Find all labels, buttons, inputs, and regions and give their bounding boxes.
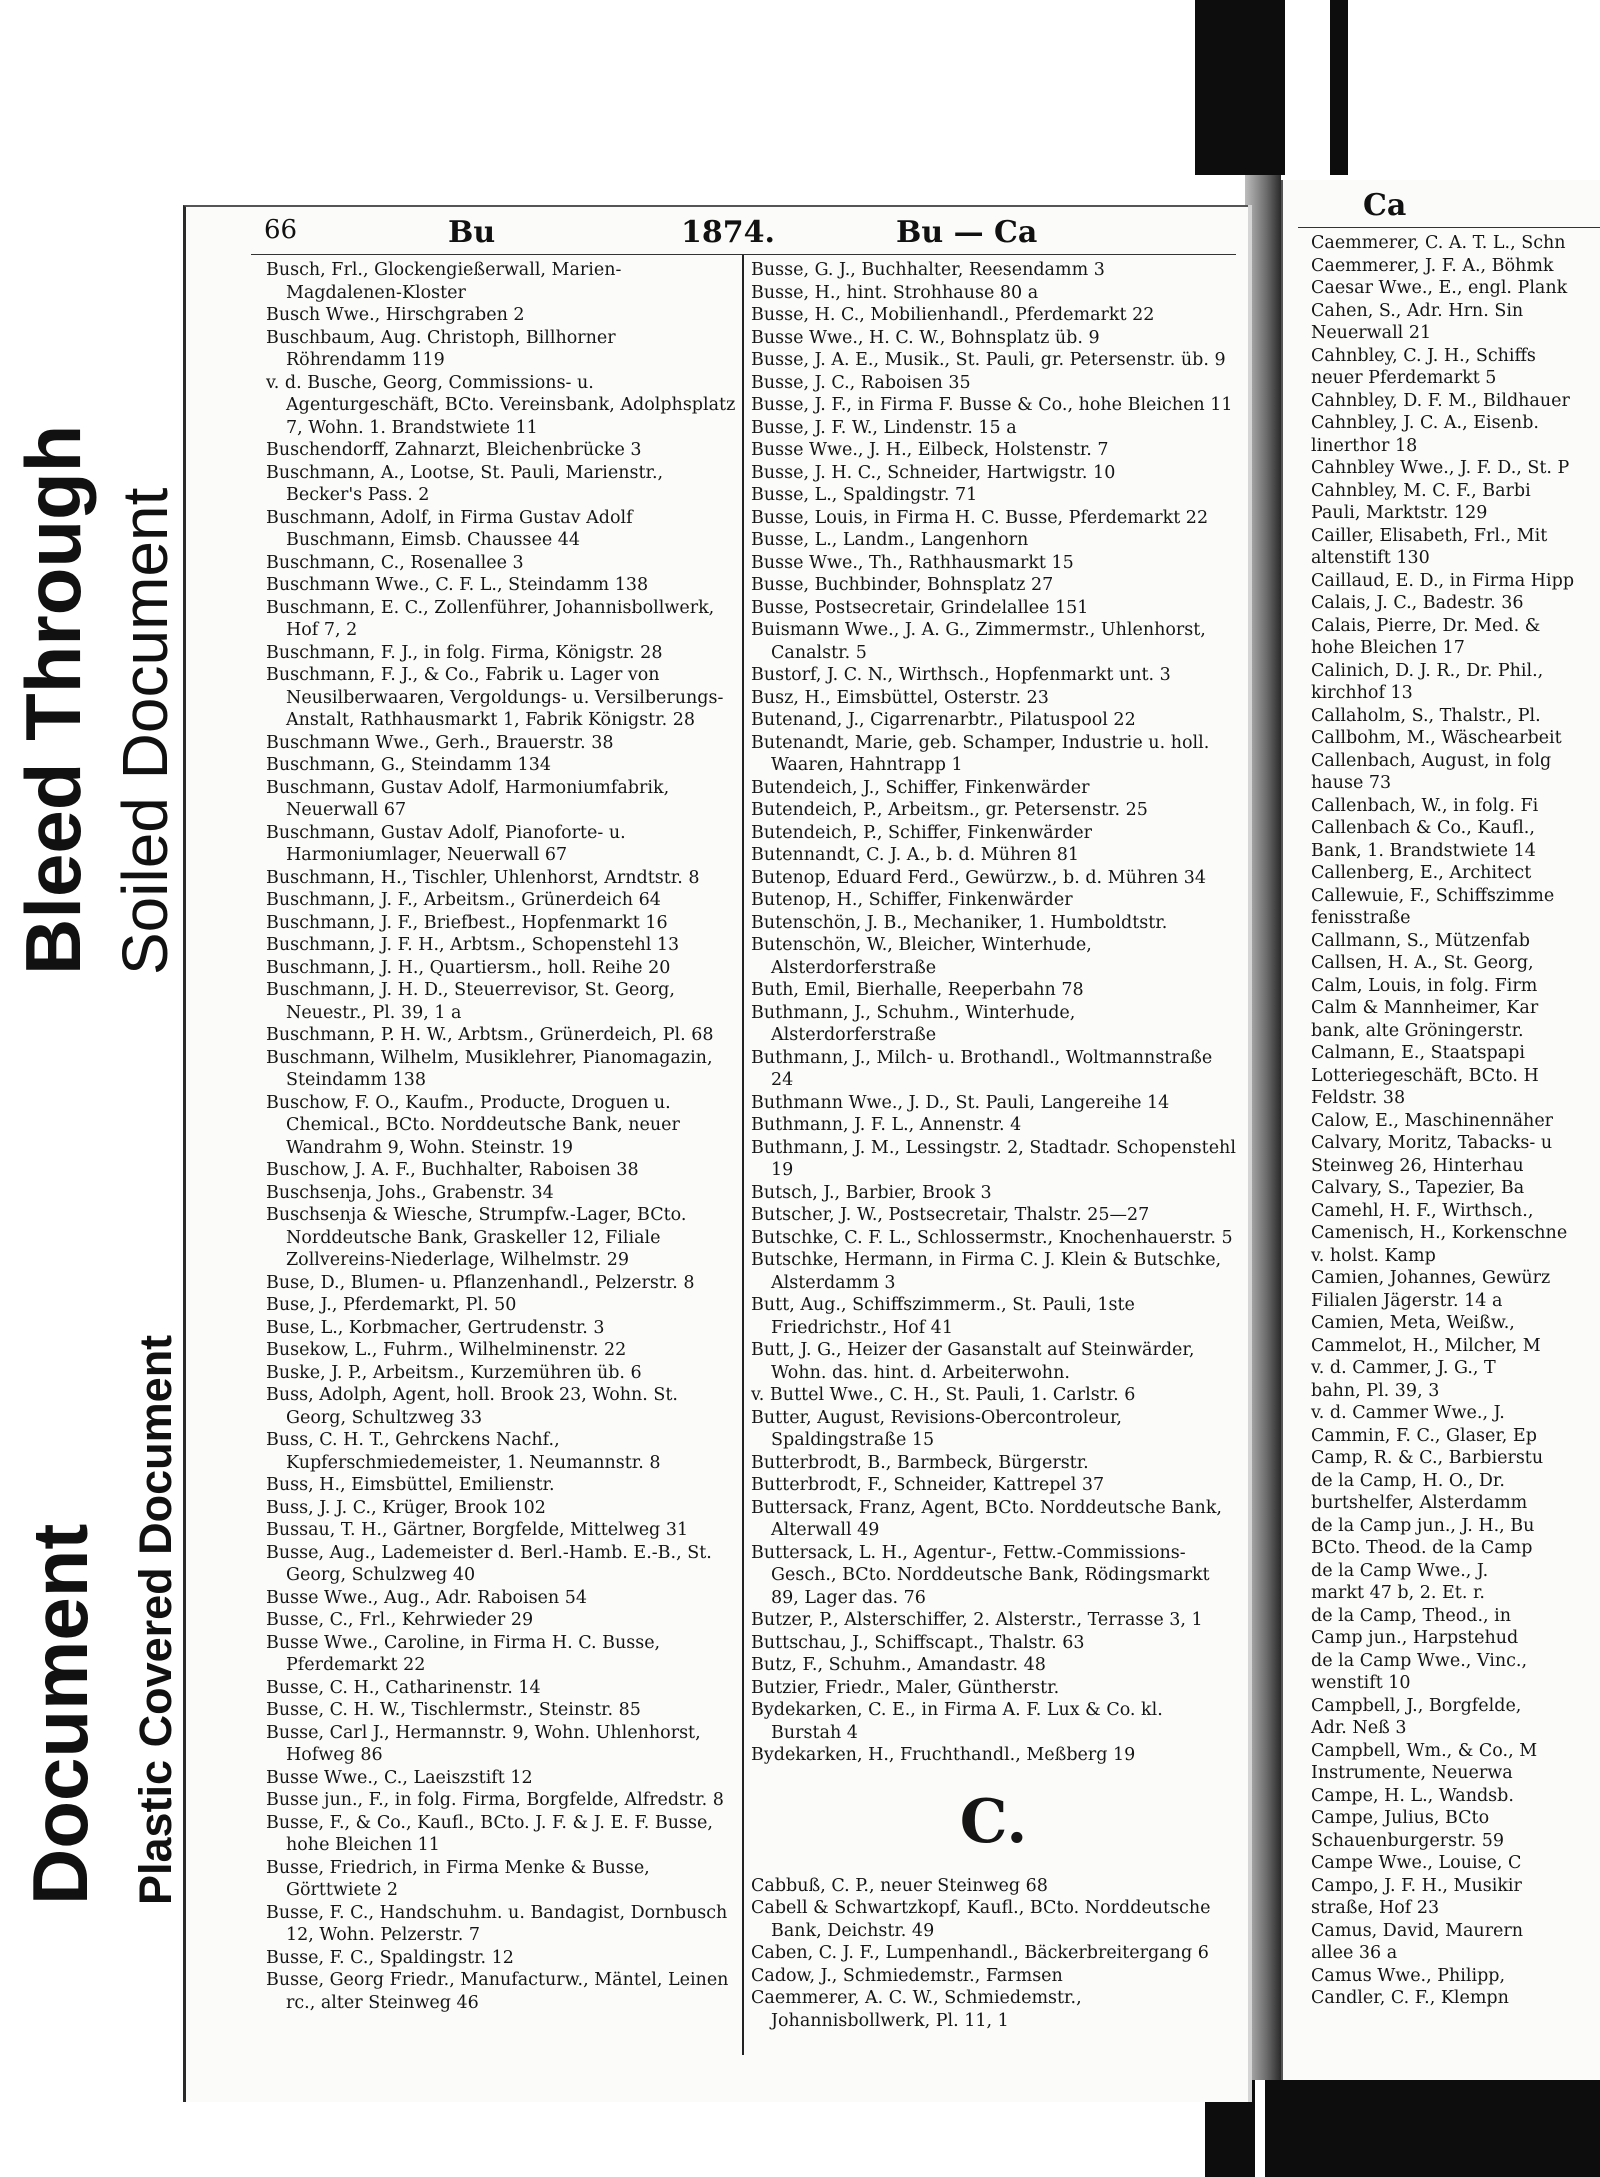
directory-entry: Buthmann, J. M., Lessingstr. 2, Stadtadr. Schopenstehl 19	[751, 1137, 1236, 1180]
column-rule	[742, 255, 744, 2055]
directory-entry: hause 73	[1311, 773, 1392, 793]
directory-entry: Lotteriegeschäft, BCto. H	[1311, 1065, 1539, 1086]
directory-entry: Buthmann Wwe., J. D., St. Pauli, Langereihe 14	[751, 1092, 1170, 1113]
directory-entry: Butt, Aug., Schiffszimmerm., St. Pauli, 1ste Friedrichstr., Hof 41	[751, 1295, 1135, 1338]
directory-entry: altenstift 130	[1311, 548, 1430, 568]
directory-entry: Busse jun., F., in folg. Firma, Borgfelde, Alfredstr. 8	[266, 1790, 724, 1810]
directory-entry: Buschsenja, Johs., Grabenstr. 34	[266, 1182, 554, 1203]
directory-entry: Buismann Wwe., J. A. G., Zimmermstr., Uhlenhorst, Canalstr. 5	[751, 620, 1206, 663]
directory-entry: Callaholm, S., Thalstr., Pl.	[1311, 705, 1541, 726]
right-column-title: Bu — Ca	[896, 215, 1038, 250]
directory-entry: Buschmann Wwe., C. F. L., Steindamm 138	[266, 575, 649, 595]
directory-entry: Campe, Julius, BCto	[1311, 1808, 1490, 1828]
page-year: 1874.	[681, 215, 775, 250]
directory-entry: Calow, E., Maschinennäher	[1311, 1110, 1554, 1131]
directory-entry: Buske, J. P., Arbeitsm., Kurzemühren üb. 6	[266, 1362, 642, 1383]
section-letter-c: C.	[959, 1786, 1028, 1857]
directory-entry: Butenop, Eduard Ferd., Gewürzw., b. d. Mühren 34	[751, 867, 1206, 888]
directory-entry: Campbell, Wm., & Co., M	[1311, 1740, 1538, 1761]
directory-entry: Adr. Neß 3	[1311, 1718, 1407, 1738]
directory-entry: Butsch, J., Barbier, Brook 3	[751, 1182, 992, 1203]
directory-entry: straße, Hof 23	[1311, 1898, 1440, 1918]
next-page-fragment	[1281, 180, 1600, 2080]
left-column-title: Bu	[448, 215, 496, 250]
directory-entry: Buse, J., Pferdemarkt, Pl. 50	[266, 1295, 517, 1315]
directory-entry: Butendeich, P., Arbeitsm., gr. Petersenstr. 25	[751, 800, 1148, 820]
directory-entry: Calais, J. C., Badestr. 36	[1311, 593, 1524, 613]
directory-entry: Busse, Postsecretair, Grindelallee 151	[751, 597, 1089, 618]
directory-entry: Camp jun., Harpstehud	[1311, 1628, 1519, 1648]
directory-entry: Busse, G. J., Buchhalter, Reesendamm 3	[751, 260, 1105, 280]
directory-entry: Butterbrodt, F., Schneider, Kattrepel 37	[751, 1475, 1105, 1495]
directory-entry: Butenschön, J. B., Mechaniker, 1. Humboldtstr.	[751, 912, 1168, 933]
directory-entry: Butenand, J., Cigarrenarbtr., Pilatuspool 22	[751, 710, 1136, 730]
left-column	[266, 259, 736, 2014]
directory-entry: Cahnbley, J. C. A., Eisenb.	[1311, 413, 1539, 433]
directory-entry: Buttersack, L. H., Agentur-, Fettw.-Commissions-Gesch., BCto. Norddeutsche Bank, Rödingsmarkt 89, Lager das. 76	[751, 1542, 1210, 1608]
scanner-clip-bottom	[1265, 2080, 1600, 2177]
directory-entry: Butendeich, J., Schiffer, Finkenwärder	[751, 777, 1090, 798]
directory-entry: Cailler, Elisabeth, Frl., Mit	[1311, 525, 1548, 546]
directory-entry: v. d. Cammer, J. G., T	[1311, 1358, 1496, 1378]
directory-entry: kirchhof 13	[1311, 683, 1413, 703]
directory-entry: Busse, J. F., in Firma F. Busse & Co., hohe Bleichen 11	[751, 395, 1233, 415]
directory-entry: Buschmann, J. H. D., Steuerrevisor, St. Georg, Neuestr., Pl. 39, 1 a	[266, 980, 675, 1023]
directory-entry: Busse, C., Frl., Kehrwieder 29	[266, 1610, 534, 1630]
directory-entry: de la Camp, H. O., Dr.	[1311, 1470, 1505, 1491]
directory-entry: Busse, Louis, in Firma H. C. Busse, Pferdemarkt 22	[751, 507, 1209, 528]
directory-entry: Butenandt, Marie, geb. Schamper, Industrie u. holl. Waaren, Hahntrapp 1	[751, 732, 1210, 775]
directory-entry: Buschmann, J. F. H., Arbtsm., Schopenstehl 13	[266, 935, 680, 955]
directory-entry: Calinich, D. J. R., Dr. Phil.,	[1311, 660, 1544, 681]
directory-entry: Cabbuß, C. P., neuer Steinweg 68	[751, 1875, 1048, 1896]
directory-entry: Butzer, P., Alsterschiffer, 2. Alsterstr., Terrasse 3, 1	[751, 1610, 1203, 1630]
directory-entry: Busse, J. H. C., Schneider, Hartwigstr. 10	[751, 462, 1116, 483]
directory-entry: Buschmann, A., Lootse, St. Pauli, Marienstr., Becker's Pass. 2	[266, 462, 664, 505]
directory-entry: Busse, Carl J., Hermannstr. 9, Wohn. Uhlenhorst, Hofweg 86	[266, 1722, 701, 1765]
directory-entry: Caemmerer, C. A. T. L., Schn	[1311, 233, 1566, 253]
directory-entry: Busch, Frl., Glockengießerwall, Marien-Magdalenen-Kloster	[266, 260, 622, 303]
directory-entry: Butendeich, P., Schiffer, Finkenwärder	[751, 822, 1093, 843]
directory-entry: Busekow, L., Fuhrm., Wilhelminenstr. 22	[266, 1340, 627, 1360]
directory-entry: Buthmann, J., Schuhm., Winterhude, Alsterdorferstraße	[751, 1002, 1076, 1045]
directory-entry: Caillaud, E. D., in Firma Hipp	[1311, 570, 1575, 591]
right-column	[751, 259, 1236, 2032]
directory-entry: Buss, Adolph, Agent, holl. Brook 23, Wohn. St. Georg, Schultzweg 33	[266, 1385, 678, 1428]
directory-entry: Camien, Meta, Weißw.,	[1311, 1313, 1515, 1333]
directory-entry: Camus Wwe., Philipp,	[1311, 1965, 1506, 1986]
directory-entry: Feldstr. 38	[1311, 1088, 1406, 1108]
directory-entry: Callmann, S., Mützenfab	[1311, 930, 1530, 951]
directory-entry: Cahnbley, M. C. F., Barbi	[1311, 480, 1531, 501]
directory-entry: Busse Wwe., Caroline, in Firma H. C. Busse, Pferdemarkt 22	[266, 1632, 661, 1675]
directory-entry: Camien, Johannes, Gewürz	[1311, 1268, 1551, 1288]
directory-entry: Busse, Buchbinder, Bohnsplatz 27	[751, 575, 1054, 595]
directory-entry: Callenbach, W., in folg. Fi	[1311, 795, 1539, 816]
directory-entry: Butterbrodt, B., Barmbeck, Bürgerstr.	[751, 1452, 1089, 1473]
directory-entry: Buttschau, J., Schiffscapt., Thalstr. 63	[751, 1632, 1085, 1653]
directory-entry: Busse Wwe., Aug., Adr. Raboisen 54	[266, 1587, 588, 1608]
soiled-document-label: Soiled Document	[109, 487, 181, 975]
next-page-header-rule	[1298, 227, 1600, 228]
directory-entry: Schauenburgerstr. 59	[1311, 1830, 1505, 1851]
directory-entry: Caemmerer, J. F. A., Böhmk	[1311, 255, 1554, 276]
directory-entry: Busse, L., Spaldingstr. 71	[751, 485, 978, 505]
directory-entry: Cahnbley Wwe., J. F. D., St. P	[1311, 458, 1570, 478]
directory-entry: Cahnbley, D. F. M., Bildhauer	[1311, 390, 1570, 411]
directory-entry: Cahnbley, C. J. H., Schiffs	[1311, 345, 1536, 366]
directory-entry: Callenbach, August, in folg	[1311, 750, 1552, 771]
directory-entry: Calmann, E., Staatspapi	[1311, 1043, 1525, 1063]
directory-entry: Callsen, H. A., St. Georg,	[1311, 953, 1534, 973]
directory-entry: Butenschön, W., Bleicher, Winterhude, Alsterdorferstraße	[751, 935, 1092, 978]
scanner-clip-top	[1195, 0, 1285, 175]
directory-entry: Bydekarken, C. E., in Firma A. F. Lux & Co. kl. Burstah 4	[751, 1700, 1163, 1743]
directory-entry: hohe Bleichen 17	[1311, 638, 1465, 658]
directory-entry: Busse Wwe., H. C. W., Bohnsplatz üb. 9	[751, 327, 1100, 348]
directory-entry: Busse Wwe., Th., Rathhausmarkt 15	[751, 552, 1074, 573]
directory-entry: Cahen, S., Adr. Hrn. Sin	[1311, 300, 1524, 321]
directory-entry: Butschke, Hermann, in Firma C. J. Klein & Butschke, Alsterdamm 3	[751, 1250, 1222, 1293]
directory-entry: Cammelot, H., Milcher, M	[1311, 1335, 1541, 1356]
directory-entry: Calm & Mannheimer, Kar	[1311, 998, 1539, 1018]
directory-entry: Butschke, C. F. L., Schlossermstr., Knochenhauerstr. 5	[751, 1227, 1233, 1248]
directory-entry: Butennandt, C. J. A., b. d. Mühren 81	[751, 845, 1080, 865]
directory-entry: wenstift 10	[1311, 1673, 1411, 1693]
directory-entry: Buschmann, Wilhelm, Musiklehrer, Pianomagazin, Steindamm 138	[266, 1047, 713, 1090]
scanner-clip-top-secondary	[1330, 0, 1348, 175]
directory-entry: Butz, F., Schuhm., Amandastr. 48	[751, 1655, 1046, 1675]
directory-entry: Camus, David, Maurern	[1311, 1920, 1524, 1941]
directory-entry: Cammin, F. C., Glaser, Ep	[1311, 1425, 1537, 1446]
directory-entry: Busse, L., Landm., Langenhorn	[751, 530, 1029, 550]
bleed-through-label: Bleed Through	[9, 424, 97, 975]
directory-entry: Bussau, T. H., Gärtner, Borgfelde, Mittelweg 31	[266, 1520, 689, 1540]
directory-entry: Calm, Louis, in folg. Firm	[1311, 975, 1538, 996]
directory-entry: Bustorf, J. C. N., Wirthsch., Hopfenmarkt unt. 3	[751, 665, 1171, 685]
directory-entry: Buthmann, J. F. L., Annenstr. 4	[751, 1115, 1022, 1135]
directory-entry: Buschmann, Adolf, in Firma Gustav Adolf Buschmann, Eimsb. Chaussee 44	[266, 507, 633, 550]
directory-entry: Busse, H., hint. Strohhause 80 a	[751, 282, 1039, 303]
directory-entry: markt 47 b, 2. Et. r.	[1311, 1583, 1485, 1603]
directory-entry: Butscher, J. W., Postsecretair, Thalstr. 25—27	[751, 1205, 1150, 1225]
directory-entry: Busse, Friedrich, in Firma Menke & Busse, Görttwiete 2	[266, 1857, 650, 1900]
directory-entry: Busse, J. A. E., Musik., St. Pauli, gr. Petersenstr. üb. 9	[751, 350, 1226, 370]
directory-entry: Butt, J. G., Heizer der Gasanstalt auf Steinwärder, Wohn. das. hint. d. Arbeiterwohn.	[751, 1340, 1195, 1383]
directory-entry: Buth, Emil, Bierhalle, Reeperbahn 78	[751, 980, 1084, 1000]
directory-entry: Camenisch, H., Korkenschne	[1311, 1223, 1568, 1243]
page-number: 66	[264, 215, 298, 245]
directory-entry: Buschmann, F. J., & Co., Fabrik u. Lager von Neusilberwaaren, Vergoldungs- u. Versilberungs-Anstalt, Rathhausmarkt 1, Fabrik Königstr. 28	[266, 665, 724, 730]
directory-entry: Caemmerer, A. C. W., Schmiedemstr., Johannisbollwerk, Pl. 11, 1	[751, 1988, 1082, 2031]
directory-entry: de la Camp Wwe., J.	[1311, 1560, 1489, 1581]
directory-entry: Butter, August, Revisions-Obercontroleur, Spaldingstraße 15	[751, 1407, 1122, 1450]
directory-entry: Camehl, H. F., Wirthsch.,	[1311, 1200, 1534, 1221]
directory-entry: Buschmann, J. F., Arbeitsm., Grünerdeich 64	[266, 890, 661, 910]
directory-entry: de la Camp, Theod., in	[1311, 1605, 1512, 1626]
directory-entry: Busse, F., & Co., Kaufl., BCto. J. F. & J. E. F. Busse, hohe Bleichen 11	[266, 1812, 713, 1855]
directory-entry: Bydekarken, H., Fruchthandl., Meßberg 19	[751, 1745, 1136, 1765]
directory-entry: de la Camp jun., J. H., Bu	[1311, 1515, 1535, 1536]
directory-entry: Buschow, J. A. F., Buchhalter, Raboisen 38	[266, 1160, 639, 1180]
directory-entry: Busse, J. F. W., Lindenstr. 15 a	[751, 417, 1017, 438]
directory-entry: Caesar Wwe., E., engl. Plank	[1311, 278, 1568, 298]
directory-entry: Callewuie, F., Schiffszimme	[1311, 885, 1555, 906]
directory-entry: Busse, F. C., Handschuhm. u. Bandagist, Dornbusch 12, Wohn. Pelzerstr. 7	[266, 1902, 728, 1945]
directory-entry: Buschendorff, Zahnarzt, Bleichenbrücke 3	[266, 440, 642, 460]
directory-entry: Calvary, S., Tapezier, Ba	[1311, 1178, 1525, 1198]
directory-entry: Busse, F. C., Spaldingstr. 12	[266, 1947, 514, 1968]
next-page-column	[1311, 232, 1600, 2010]
directory-entry: Busz, H., Eimsbüttel, Osterstr. 23	[751, 687, 1049, 708]
directory-entry: BCto. Theod. de la Camp	[1311, 1538, 1533, 1558]
directory-entry: Busse, H. C., Mobilienhandl., Pferdemarkt 22	[751, 305, 1155, 325]
directory-entry: Calais, Pierre, Dr. Med. &	[1311, 615, 1541, 636]
directory-entry: Cadow, J., Schmiedemstr., Farmsen	[751, 1965, 1063, 1986]
directory-entry: Busse, Aug., Lademeister d. Berl.-Hamb. E.-B., St. Georg, Schulzweg 40	[266, 1542, 712, 1585]
directory-entry: Callenbach & Co., Kaufl.,	[1311, 818, 1535, 838]
directory-entry: Bank, 1. Brandstwiete 14	[1311, 840, 1536, 861]
directory-entry: Busse, C. H., Catharinenstr. 14	[266, 1677, 541, 1698]
document-label: Document	[16, 1523, 104, 1905]
directory-page	[183, 205, 1248, 2102]
directory-entry: linerthor 18	[1311, 435, 1418, 456]
directory-entry: Campo, J. F. H., Musikir	[1311, 1875, 1522, 1896]
directory-entry: neuer Pferdemarkt 5	[1311, 368, 1497, 388]
directory-entry: v. holst. Kamp	[1311, 1245, 1436, 1266]
directory-entry: Buss, H., Eimsbüttel, Emilienstr.	[266, 1475, 555, 1495]
directory-entry: burtshelfer, Alsterdamm	[1311, 1493, 1528, 1513]
directory-entry: v. Buttel Wwe., C. H., St. Pauli, 1. Carlstr. 6	[751, 1385, 1136, 1405]
directory-entry: Pauli, Marktstr. 129	[1311, 503, 1488, 523]
directory-entry: Buschmann, C., Rosenallee 3	[266, 552, 524, 573]
directory-entry: Campbell, J., Borgfelde,	[1311, 1695, 1522, 1716]
directory-entry: Busse, Georg Friedr., Manufacturw., Mäntel, Leinen rc., alter Steinweg 46	[266, 1970, 729, 2013]
directory-entry: Buthmann, J., Milch- u. Brothandl., Woltmannstraße 24	[751, 1047, 1213, 1090]
directory-entry: Buschmann, Gustav Adolf, Harmoniumfabrik, Neuerwall 67	[266, 777, 670, 820]
directory-entry: Buschow, F. O., Kaufm., Producte, Droguen u. Chemical., BCto. Norddeutsche Bank, neuer Wandrahm 9, Wohn. Steinstr. 19	[266, 1092, 680, 1158]
directory-entry: Buss, J. J. C., Krüger, Brook 102	[266, 1497, 546, 1518]
directory-entry: Steinweg 26, Hinterhau	[1311, 1155, 1524, 1176]
directory-entry: Butenop, H., Schiffer, Finkenwärder	[751, 890, 1073, 910]
directory-entry: Filialen Jägerstr. 14 a	[1311, 1290, 1503, 1311]
directory-entry: Buschmann Wwe., Gerh., Brauerstr. 38	[266, 732, 614, 753]
directory-entry: Buschmann, G., Steindamm 134	[266, 755, 551, 775]
directory-entry: Busse, J. C., Raboisen 35	[751, 372, 971, 393]
directory-entry: Calvary, Moritz, Tabacks- u	[1311, 1133, 1553, 1153]
directory-entry: Callbohm, M., Wäschearbeit	[1311, 728, 1562, 748]
directory-entry: Buschmann, H., Tischler, Uhlenhorst, Arndtstr. 8	[266, 867, 700, 888]
directory-entry: Cabell & Schwartzkopf, Kaufl., BCto. Norddeutsche Bank, Deichstr. 49	[751, 1898, 1211, 1941]
directory-entry: Buss, C. H. T., Gehrckens Nachf., Kupferschmiedemeister, 1. Neumannstr. 8	[266, 1430, 661, 1473]
directory-entry: Buschmann, Gustav Adolf, Pianoforte- u. Harmoniumlager, Neuerwall 67	[266, 822, 626, 865]
directory-entry: Buschsenja & Wiesche, Strumpfw.-Lager, BCto. Norddeutsche Bank, Graskeller 12, Filiale Zollvereins-Niederlage, Wilhelmstr. 29	[266, 1205, 687, 1270]
directory-entry: Busse, C. H. W., Tischlermstr., Steinstr. 85	[266, 1700, 641, 1720]
directory-entry: Butzier, Friedr., Maler, Güntherstr.	[751, 1677, 1060, 1698]
directory-entry: allee 36 a	[1311, 1943, 1398, 1963]
directory-entry: Neuerwall 21	[1311, 323, 1432, 343]
directory-entry: v. d. Busche, Georg, Commissions- u. Agenturgeschäft, BCto. Vereinsbank, Adolphsplatz 7, Wohn. 1. Brandstwiete 11	[266, 372, 736, 438]
directory-entry: fenisstraße	[1311, 908, 1411, 928]
directory-entry: Buschmann, P. H. W., Arbtsm., Grünerdeich, Pl. 68	[266, 1025, 714, 1045]
directory-entry: bahn, Pl. 39, 3	[1311, 1380, 1440, 1401]
directory-entry: Buschbaum, Aug. Christoph, Billhorner Röhrendamm 119	[266, 327, 616, 370]
book-gutter	[1245, 175, 1281, 2080]
directory-entry: bank, alte Gröningerstr.	[1311, 1020, 1524, 1041]
directory-entry: Instrumente, Neuerwa	[1311, 1763, 1513, 1783]
directory-entry: Busch Wwe., Hirschgraben 2	[266, 305, 525, 325]
directory-entry: Buschmann, E. C., Zollenführer, Johannisbollwerk, Hof 7, 2	[266, 597, 715, 640]
next-page-title: Ca	[1363, 188, 1407, 223]
directory-entry: Caben, C. J. F., Lumpenhandl., Bäckerbreitergang 6	[751, 1943, 1209, 1963]
directory-entry: Buse, L., Korbmacher, Gertrudenstr. 3	[266, 1317, 605, 1338]
directory-entry: Campe Wwe., Louise, C	[1311, 1853, 1522, 1873]
directory-entry: Busse Wwe., C., Laeiszstift 12	[266, 1767, 533, 1788]
directory-entry: Campe, H. L., Wandsb.	[1311, 1785, 1514, 1806]
directory-entry: Buse, D., Blumen- u. Pflanzenhandl., Pelzerstr. 8	[266, 1272, 695, 1293]
directory-entry: v. d. Cammer Wwe., J.	[1311, 1403, 1505, 1423]
directory-entry: Buschmann, F. J., in folg. Firma, Königstr. 28	[266, 642, 663, 663]
directory-entry: Buschmann, J. H., Quartiersm., holl. Reihe 20	[266, 957, 671, 978]
directory-entry: Buttersack, Franz, Agent, BCto. Norddeutsche Bank, Alterwall 49	[751, 1497, 1222, 1540]
directory-entry: Busse Wwe., J. H., Eilbeck, Holstenstr. 7	[751, 440, 1109, 460]
directory-entry: Buschmann, J. F., Briefbest., Hopfenmarkt 16	[266, 912, 668, 933]
directory-entry: Candler, C. F., Klempn	[1311, 1988, 1509, 2008]
directory-entry: Callenberg, E., Architect	[1311, 863, 1532, 883]
directory-entry: de la Camp Wwe., Vinc.,	[1311, 1650, 1528, 1671]
plastic-covered-document-label: Plastic Covered Document	[130, 1334, 181, 1905]
directory-entry: Camp, R. & C., Barbierstu	[1311, 1448, 1544, 1468]
